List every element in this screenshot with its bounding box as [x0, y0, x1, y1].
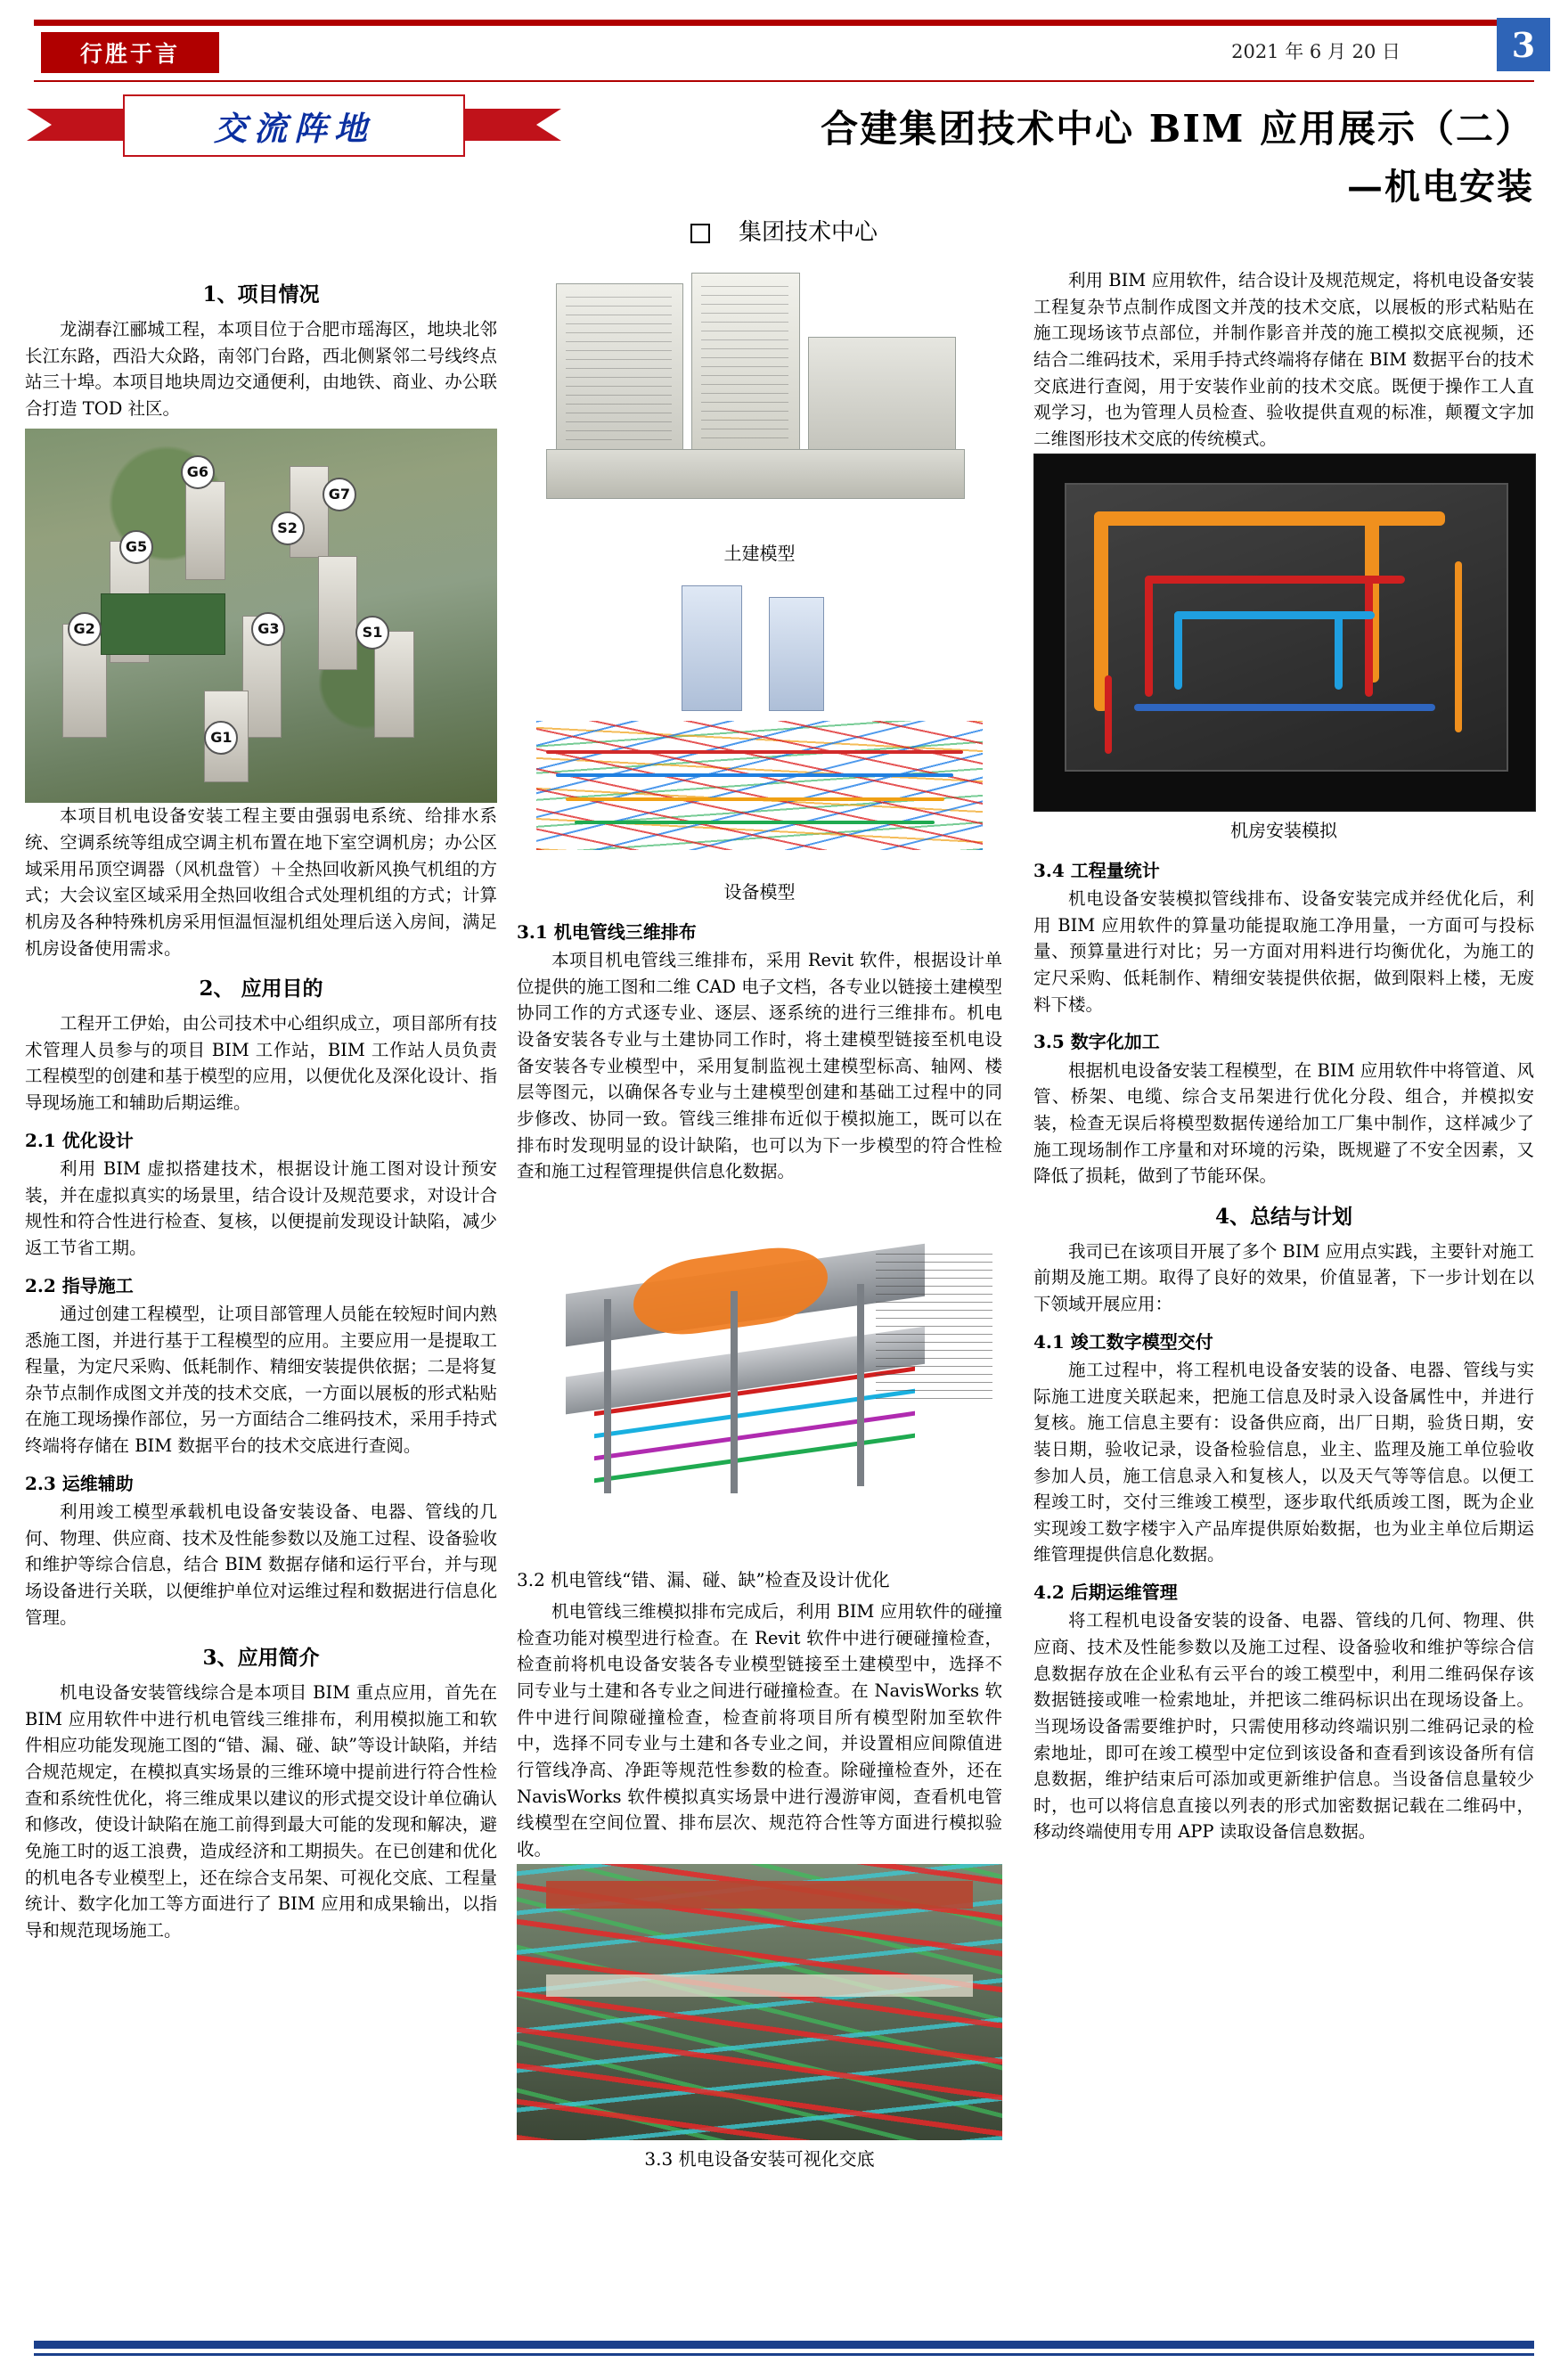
- paragraph-3-1: 本项目机电管线三维排布，采用 Revit 软件，根据设计单位提供的施工图和二维 CAD 电子文档，各专业以链接土建模型协同工作的方式逐专业、逐层、逐系统的进行三维排布。机电设备安装各专业与土建协同工作时，将土建模型链接至机电设备安装各专业模型中，采用复制监视土建模型标高、轴网、楼层等图元，以确保各专业与土建模型创建和基础工过程中的同步修改、协同一致。管线三维排布近似于模拟施工，既可以在排布时发现明显的设计缺陷，也可以为下一步模型的符合性检查和施工过程管理提供信息化数据。: [517, 950, 1002, 1182]
- paragraph-2-3: 利用竣工模型承载机电设备安装设备、电器、管线的几何、物理、供应商、技术及性能参数以及施工过程、设备验收和维护等综合信息，结合 BIM 数据存储和运行平台，并与现场设备进行关联，以便维护单位对运维过程和数据进行信息化管理。: [25, 1501, 497, 1628]
- caption-equipment-model: 设备模型: [723, 881, 796, 903]
- masthead: [34, 30, 1534, 82]
- subsection-2-2-title: 2.2 指导施工: [25, 1274, 134, 1296]
- ribbon-banner: [27, 89, 561, 159]
- masthead-logo: 行胜于言: [41, 32, 219, 73]
- tower-label-s1: S1: [355, 616, 389, 650]
- tower-label-s2: S2: [271, 511, 305, 545]
- paragraph-2-1: 利用 BIM 虚拟搭建技术，根据设计施工图对设计预安装，并在虚拟真实的场景里，结合设计及规范要求，对设计合规性和符合性进行检查、复核，以便提前发现设计缺陷，减少返工节省工期。: [25, 1158, 497, 1258]
- subsection-3-1-title: 3.1 机电管线三维排布: [517, 920, 697, 943]
- ribbon-label: 交流阵地: [214, 109, 374, 148]
- section-heading-3: 3、应用简介: [202, 1646, 320, 1671]
- tower-label-g2: G2: [68, 612, 102, 646]
- page-number: 3: [1497, 18, 1550, 71]
- tower-label-g3: G3: [251, 612, 285, 646]
- figure-site-visualization: [517, 1864, 1002, 2140]
- subsection-4-1-title: 4.1 竣工数字模型交付: [1033, 1330, 1213, 1353]
- paragraph-4-intro: 我司已在该项目开展了多个 BIM 应用点实践，主要针对施工前期及施工期。取得了良好的效果，价值显著，下一步计划在以下领域开展应用：: [1033, 1240, 1534, 1314]
- figure-aerial-render: [25, 429, 497, 803]
- paragraph-bim-station: 工程开工伊始，由公司技术中心组织成立，项目部所有技术管理人员参与的项目 BIM 工作站，BIM 工作站人员负责工程模型的创建和基于模型的应用，以便优化及深化设计、指导现场施工和辅助后期运维。: [25, 1013, 497, 1114]
- paragraph-tech-disclosure: 利用 BIM 应用软件，结合设计及规范规定，将机电设备安装工程复杂节点制作成图文并茂的技术交底，以展板的形式粘贴在施工现场该节点部位，并制作影音并茂的施工模拟交底视频，还结合二维码技术，采用手持式终端将存储在 BIM 数据平台的技术交底进行查阅，用于安装作业前的技术交底。既便于操作工人直观学习，也为管理人员检查、验收提供直观的标准，颠覆文字加二维图形技术交底的传统模式。: [1033, 270, 1534, 449]
- paragraph-project-overview: 龙湖春江郦城工程，本项目位于合肥市瑶海区，地块北邻长江东路，西沿大众路，南邻门台路，西北侧紧邻二号线终点站三十埠。本项目地块周边交通便利，由地铁、商业、办公联合打造 TOD 社区。: [25, 318, 497, 419]
- tower-label-g7: G7: [323, 478, 356, 511]
- paragraph-3-4: 机电设备安装模拟管线排布、设备安装完成并经优化后，利用 BIM 应用软件的算量功能提取施工净用量，一方面可与投标量、预算量进行对比；另一方面对用料进行均衡优化，为施工的定尺采购、低耗制作、精细安装提供依据，做到限料上楼，无废料下楼。: [1033, 888, 1534, 1015]
- byline: [0, 214, 1568, 247]
- figure-equipment-model: [517, 579, 1002, 873]
- subsection-3-4-title: 3.4 工程量统计: [1033, 859, 1160, 881]
- paragraph-4-2: 将工程机电设备安装的设备、电器、管线的几何、物理、供应商、技术及性能参数以及施工过程、设备验收和维护等综合信息数据存放在企业私有云平台的竣工模型中，利用二维码保存该数据链接或唯一检索地址，并把该二维码标识出在现场设备上。当现场设备需要维护时，只需使用移动终端识别二维码记录的检索地址，即可在竣工模型中定位到该设备和查看到该设备所有信息数据，维护结束后可添加或更新维护信息。当设备信息量较少时，也可以将信息直接以列表的形式加密数据记载在二维码中，移动终端使用专用 APP 读取设备信息数据。: [1033, 1610, 1534, 1843]
- section-heading-4: 4、总结与计划: [1214, 1204, 1352, 1229]
- page-title: 合建集团技术中心 BIM 应用展示（二）: [821, 107, 1534, 151]
- caption-plant-room: 机房安装模拟: [1230, 820, 1337, 842]
- subsection-2-1-title: 2.1 优化设计: [25, 1129, 134, 1151]
- ribbon-plate: [123, 94, 465, 157]
- paragraph-3-intro: 机电设备安装管线综合是本项目 BIM 重点应用，首先在 BIM 应用软件中进行机电管线三维排布，利用模拟施工和软件相应功能发现施工图的“错、漏、碰、缺”等设计缺陷，并结合规范规定，在模拟真实场景的三维环境中提前进行符合性检查和系统性优化，将三维成果以建议的形式提交设计单位确认和修改，使设计缺陷在施工前得到最大可能的发现和解决，避免施工时的返工浪费，造成经济和工期损失。在已创建和优化的机电各专业模型上，还在综合支吊架、可视化交底、工程量统计、数字化加工等方面进行了 BIM 应用和成果输出，以指导和规范现场施工。: [25, 1682, 497, 1941]
- issue-date: 2021 年 6 月 20 日: [1231, 41, 1401, 62]
- page-subtitle: —机电安装: [1347, 166, 1534, 208]
- tower-label-g6: G6: [181, 455, 215, 489]
- bottom-rule-thin: [34, 2353, 1534, 2356]
- paragraph-mep-systems: 本项目机电设备安装工程主要由强弱电系统、给排水系统、空调系统等组成空调主机布置在地下室空调机房；办公区域采用吊顶空调器（风机盘管）＋全热回收新风换气机组的方式；大会议室区域采用全热回收组合式处理机组的方式；计算机房及各种特殊机房采用恒温恒湿机组处理后送入房间，满足机房设备使用需求。: [25, 805, 497, 959]
- figure-plant-room-simulation: [1033, 454, 1536, 812]
- top-rule: [34, 20, 1534, 26]
- paragraph-2-2: 通过创建工程模型，让项目部管理人员能在较短时间内熟悉施工图，并进行基于工程模型的应用。主要应用一是提取工程量，为定尺采购、低耗制作、精细安装提供依据；二是将复杂节点制作成图文并茂的技术交底，一方面以展板的形式粘贴在施工现场操作部位，另一方面结合二维码技术，采用手持式终端将存储在 BIM 数据平台的技术交底进行查阅。: [25, 1303, 497, 1457]
- paragraph-3-2: 机电管线三维模拟排布完成后，利用 BIM 应用软件的碰撞检查功能对模型进行检查。在 Revit 软件中进行硬碰撞检查，检查前将机电设备安装各专业模型链接至土建模型中，选择不同专业与土建和各专业之间进行碰撞检查。在 NavisWorks 软件中进行间隙碰撞检查，检查前将项目所有模型附加至软件中，选择不同专业与土建和各专业之间，并设置相应间隙值进行管线净高、净距等规范性参数的检查。除碰撞检查外，还在 NavisWorks 软件模拟真实场景中进行漫游审阅，查看机电管线模型在空间位置、排布层次、规范符合性等方面进行模拟验收。: [517, 1601, 1002, 1860]
- figure-node-detail: [517, 1187, 1002, 1561]
- column-middle: [517, 267, 1002, 2186]
- bottom-rule: [34, 2341, 1534, 2349]
- caption-civil-model: 土建模型: [723, 543, 796, 564]
- square-bullet-icon: [690, 224, 710, 243]
- figure-civil-model: [517, 267, 1002, 535]
- caption-visual-disclosure: 3.3 机电设备安装可视化交底: [644, 2148, 875, 2171]
- column-left: [25, 267, 497, 1945]
- column-right: [1033, 267, 1534, 1847]
- paragraph-4-1: 施工过程中，将工程机电设备安装的设备、电器、管线与实际施工进度关联起来，把施工信息及时录入设备属性中，并进行复核。施工信息主要有：设备供应商，出厂日期，验货日期，安装日期，验收记录，设备检验信息，业主、监理及施工单位验收参加人员，施工信息录入和复核人，以及天气等等信息。以便工程竣工时，交付三维竣工模型，逐步取代纸质竣工图，既为企业实现竣工数字楼宇入产品库提供原始数据，也为业主单位后期运维管理提供信息化数据。: [1033, 1360, 1534, 1566]
- section-heading-2: 2、 应用目的: [199, 977, 323, 1001]
- byline-text: 集团技术中心: [738, 219, 878, 246]
- subsection-2-3-title: 2.3 运维辅助: [25, 1472, 134, 1494]
- section-heading-1: 1、项目情况: [202, 282, 320, 307]
- paragraph-3-5: 根据机电设备安装工程模型，在 BIM 应用软件中将管道、风管、桥架、电缆、综合支吊架进行优化分段、组合，并模拟安装，检查无误后将模型数据传递给加工厂集中制作，这样减少了施工现场制作工序量和对环境的污染，既规避了不安全因素，又降低了损耗，做到了节能环保。: [1033, 1059, 1534, 1187]
- subsection-3-5-title: 3.5 数字化加工: [1033, 1031, 1160, 1053]
- caption-clash-check: 3.2 机电管线“错、漏、碰、缺”检查及设计优化: [517, 1568, 890, 1590]
- subsection-4-2-title: 4.2 后期运维管理: [1033, 1582, 1178, 1604]
- tower-label-g5: G5: [119, 530, 153, 564]
- tower-label-g1: G1: [204, 721, 238, 755]
